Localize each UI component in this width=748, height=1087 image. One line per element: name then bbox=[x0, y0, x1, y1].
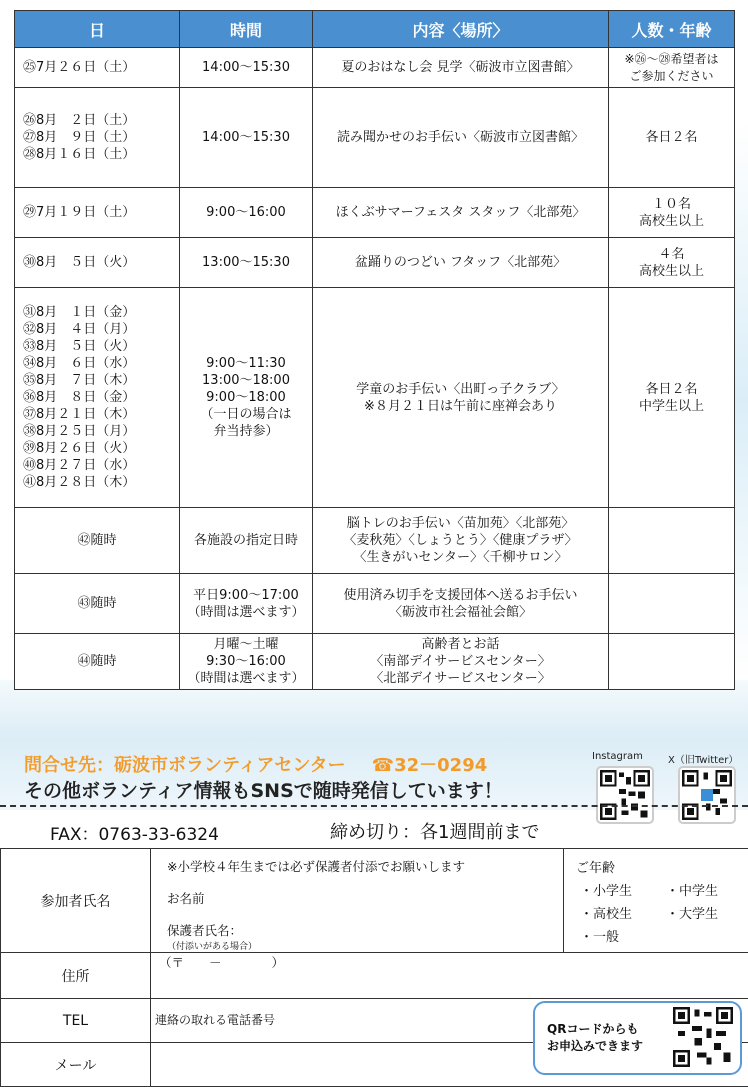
schedule-header-row bbox=[15, 11, 735, 48]
name-label: お名前 bbox=[167, 889, 563, 907]
row-time: 各施設の指定日時 bbox=[180, 508, 313, 574]
sns-text: その他ボランティア情報もSNSで随時発信しています！ bbox=[24, 776, 503, 803]
form-row-address bbox=[1, 953, 748, 999]
row-capacity bbox=[609, 574, 735, 634]
row-content: 学童のお手伝い〈出町っ子クラブ〉 ※８月２１日は午前に座禅会あり bbox=[313, 288, 609, 508]
table-row bbox=[15, 188, 735, 238]
row-time: 14:00～15:30 bbox=[180, 48, 313, 88]
contact-phone: ☎32－0294 bbox=[372, 755, 488, 776]
row-content: 読み聞かせのお手伝い〈砺波市立図書館〉 bbox=[313, 88, 609, 188]
row-day: ㉛8月 １日（金） ㉜8月 ４日（月） ㉝8月 ５日（火） ㉞8月 ６日（水） ㉟8月 ７日（木） ㊱8月 ８日（金） ㊲8月２１日（木） ㊳8月２５日（月） ㊴8月２６日（火） ㊵8月２７日（水） ㊶8月２８日（木） bbox=[15, 288, 180, 508]
row-capacity: １０名 高校生以上 bbox=[609, 188, 735, 238]
row-capacity: ４名 高校生以上 bbox=[609, 238, 735, 288]
form-row-participant bbox=[1, 849, 748, 953]
row-capacity bbox=[609, 634, 735, 690]
row-content: 盆踊りのつどい フタッフ〈北部苑〉 bbox=[313, 238, 609, 288]
table-row bbox=[15, 288, 735, 508]
contact-line bbox=[24, 751, 487, 777]
row-day: ㉕7月２６日（土） bbox=[15, 48, 180, 88]
age-option[interactable]: ・中学生 bbox=[666, 880, 748, 899]
qr-apply-box bbox=[533, 1001, 742, 1075]
row-capacity bbox=[609, 508, 735, 574]
guardian-note: ※小学校４年生までは必ず保護者付添でお願いします bbox=[167, 857, 563, 875]
header-content: 内容〈場所〉 bbox=[313, 11, 609, 48]
row-capacity: ※㉖～㉘希望者は ご参加ください bbox=[609, 48, 735, 88]
header-time: 時間 bbox=[180, 11, 313, 48]
instagram-qr-icon[interactable] bbox=[596, 766, 654, 824]
schedule-table bbox=[14, 10, 735, 690]
row-content: ほくぶサマーフェスタ スタッフ〈北部苑〉 bbox=[313, 188, 609, 238]
table-row bbox=[15, 574, 735, 634]
x-qr-icon[interactable] bbox=[678, 766, 736, 824]
row-time: 14:00～15:30 bbox=[180, 88, 313, 188]
address-field[interactable] bbox=[151, 953, 748, 999]
apply-qr-icon[interactable] bbox=[673, 1007, 733, 1067]
tel-label: TEL bbox=[1, 999, 151, 1043]
age-option[interactable]: ・大学生 bbox=[666, 903, 748, 922]
row-time: 9:00～16:00 bbox=[180, 188, 313, 238]
age-option[interactable]: ・一般 bbox=[580, 926, 666, 945]
header-day: 日 bbox=[15, 11, 180, 48]
cut-line-divider bbox=[0, 805, 748, 807]
row-time: 平日9:00～17:00 （時間は選べます） bbox=[180, 574, 313, 634]
row-time: 月曜～土曜 9:30～16:00 （時間は選べます） bbox=[180, 634, 313, 690]
participant-label: 参加者氏名 bbox=[1, 849, 151, 953]
row-content: 高齢者とお話 〈南部デイサービスセンター〉 〈北部デイサービスセンター〉 bbox=[313, 634, 609, 690]
row-day: ㊷随時 bbox=[15, 508, 180, 574]
table-row bbox=[15, 508, 735, 574]
row-day: ㊸随時 bbox=[15, 574, 180, 634]
tel-hint: 連絡の取れる電話番号 bbox=[155, 1011, 748, 1028]
email-label: メール bbox=[1, 1043, 151, 1087]
instagram-label: Instagram bbox=[592, 751, 643, 762]
table-row bbox=[15, 88, 735, 188]
row-time: 13:00～15:30 bbox=[180, 238, 313, 288]
table-row bbox=[15, 48, 735, 88]
qr-apply-text: QRコードからも お申込みできます bbox=[547, 1021, 643, 1055]
age-title: ご年齢 bbox=[576, 857, 748, 876]
guardian-sub: （付添いがある場合） bbox=[167, 939, 563, 952]
age-option[interactable]: ・小学生 bbox=[580, 880, 666, 899]
row-day: ㉙7月１９日（土） bbox=[15, 188, 180, 238]
address-hint: （〒 － ） bbox=[159, 953, 748, 971]
row-capacity: 各日２名 中学生以上 bbox=[609, 288, 735, 508]
row-capacity: 各日２名 bbox=[609, 88, 735, 188]
row-day: ㊹随時 bbox=[15, 634, 180, 690]
table-row bbox=[15, 634, 735, 690]
row-content: 夏のおはなし会 見学〈砺波市立図書館〉 bbox=[313, 48, 609, 88]
age-selection[interactable] bbox=[564, 849, 748, 953]
row-day: ㉚8月 ５日（火） bbox=[15, 238, 180, 288]
row-content: 脳トレのお手伝い〈苗加苑〉〈北部苑〉 〈麦秋苑〉〈しょうとう〉〈健康プラザ〉 〈生きがいセンター〉〈千柳サロン〉 bbox=[313, 508, 609, 574]
fax-number: FAX：0763-33-6324 bbox=[50, 820, 219, 845]
deadline-text: 締め切り：各1週間前まで bbox=[330, 818, 539, 844]
row-day: ㉖8月 ２日（土） ㉗8月 ９日（土） ㉘8月１６日（土） bbox=[15, 88, 180, 188]
row-content: 使用済み切手を支援団体へ送るお手伝い 〈砺波市社会福祉会館〉 bbox=[313, 574, 609, 634]
guardian-label: 保護者氏名： bbox=[167, 921, 563, 939]
age-option[interactable]: ・高校生 bbox=[580, 903, 666, 922]
address-label: 住所 bbox=[1, 953, 151, 999]
x-twitter-label: X（旧Twitter） bbox=[668, 751, 738, 766]
header-capacity: 人数・年齢 bbox=[609, 11, 735, 48]
contact-label: 問合せ先：砺波市ボランティアセンター bbox=[24, 755, 346, 776]
age-options bbox=[580, 880, 748, 945]
row-time: 9:00～11:30 13:00～18:00 9:00～18:00 （一日の場合は 弁当持参） bbox=[180, 288, 313, 508]
participant-field[interactable] bbox=[151, 849, 564, 953]
table-row bbox=[15, 238, 735, 288]
